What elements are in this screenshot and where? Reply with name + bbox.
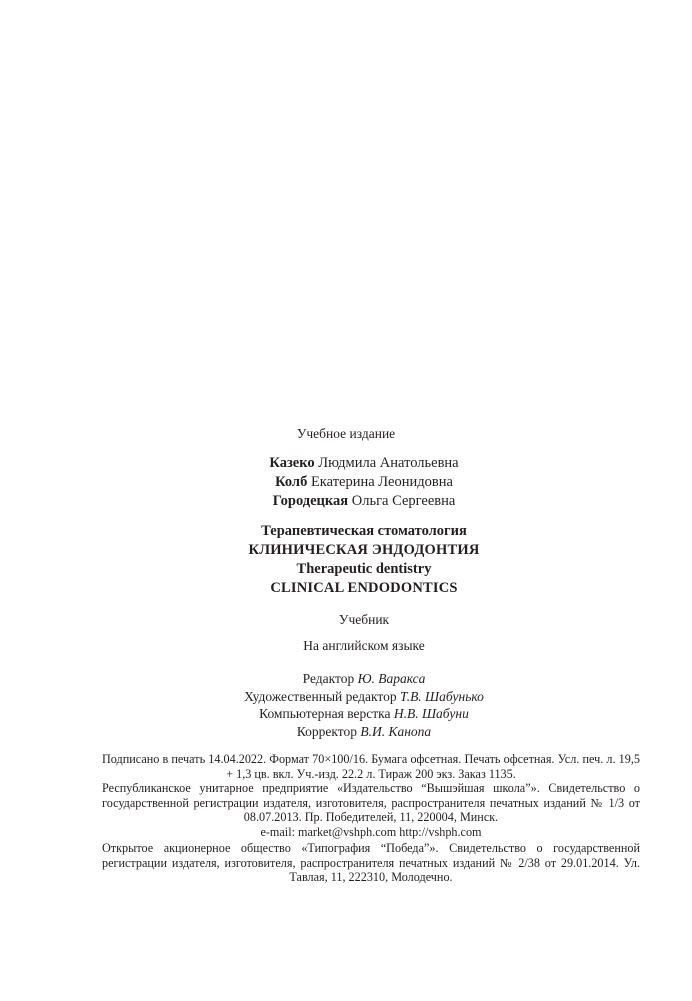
- subtitle-english: CLINICAL ENDODONTICS: [270, 580, 458, 596]
- book-titles: [18, 522, 692, 598]
- editor-name: Ю. Вараксa: [357, 671, 426, 686]
- author-surname: Городецкая: [272, 493, 349, 509]
- editor-line: [18, 723, 692, 741]
- editor-role: Художественный редактор: [244, 688, 397, 704]
- author-line: [18, 492, 692, 511]
- editor-role: Редактор: [302, 671, 355, 686]
- author-line: [18, 473, 692, 492]
- author-line: [18, 454, 692, 473]
- author-given-names: Ольга Сергеевна: [351, 493, 456, 509]
- publisher-contacts: e-mail: market@vshph.com http://vshph.com: [260, 824, 482, 839]
- subtitle-russian: КЛИНИЧЕСКАЯ ЭНДОДОНТИЯ: [248, 542, 480, 558]
- print-info: [102, 752, 640, 781]
- author-given-names: Екатерина Леонидовна: [310, 474, 453, 490]
- book-type: Учебник: [338, 612, 390, 627]
- editor-line: [18, 670, 692, 688]
- language-note: На английском языке: [303, 638, 425, 653]
- author-given-names: Людмила Анатольевна: [318, 455, 459, 471]
- authors-list: [18, 454, 692, 511]
- editor-name: В.И. Канопа: [360, 723, 432, 739]
- editors-list: [18, 670, 692, 740]
- print-info-text: Подписано в печать 14.04.2022. Формат 70×100/16. Бумага офсетная. Печать офсетная. Усл. печ. л. 19,5 + 1,3 цв. вкл. Уч.-изд. 22.2 л. Тираж 200 экз. Заказ 1135.: [102, 752, 640, 781]
- editor-name: Н.В. Шабуни: [393, 706, 469, 721]
- edition-type: Учебное издание: [296, 426, 396, 441]
- title-english: Therapeutic dentistry: [296, 561, 432, 577]
- editor-role: Компьютерная верстка: [259, 706, 391, 721]
- publisher-info: [102, 781, 640, 839]
- author-surname: Колб: [275, 474, 308, 490]
- editor-line: [18, 688, 692, 706]
- author-surname: Казеко: [269, 455, 315, 471]
- editor-name: Т.В. Шабунько: [400, 688, 484, 704]
- title-russian: Терапевтическая стоматология: [261, 523, 467, 539]
- editor-role: Корректор: [296, 723, 357, 739]
- printer-info: [102, 841, 640, 885]
- printer-text: Открытое акционерное общество «Типография “Победа”». Свидетельство о государственной регистрации издателя, изготовителя, распространителя печатных изданий № 2/38 от 29.01.2014. Ул. Тавлая, 11, 222310, Молодечно.: [102, 841, 640, 885]
- editor-line: [18, 705, 692, 723]
- publisher-text: Республиканское унитарное предприятие «Издательство “Вышэйшая школа”». Свидетельство о государственной регистрации издателя, изготовителя, распространителя печатных изданий № 1/3 от 08.07.2013. Пр. Победителей, 11, 220004, Минск.: [102, 781, 640, 825]
